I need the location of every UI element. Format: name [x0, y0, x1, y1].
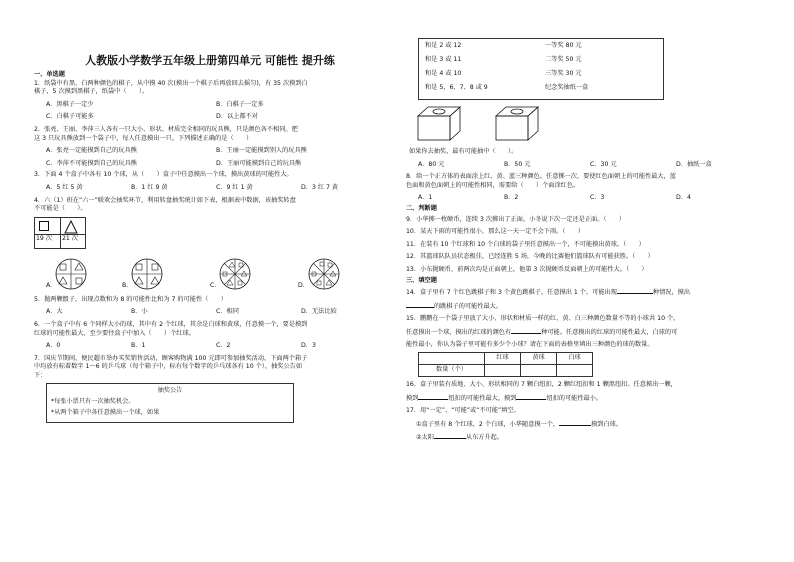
spinner-c-icon: [218, 257, 252, 291]
q1-option-d: D．以上都不对: [216, 113, 258, 121]
table-row-label: 数量（个）: [419, 365, 485, 377]
q4-count-square: 19 次: [35, 235, 61, 248]
q3-option-b: B．1 红 9 黄: [131, 183, 168, 191]
q17-b-end: 从东方升起。: [465, 434, 504, 442]
q4-option-d: D.: [298, 282, 305, 290]
q1-cont: 棋子，5 次摸到黑棋子，纸袋中（ ）。: [34, 88, 149, 96]
q2-option-c: C．李萍不可能摸到自己的玩具熊: [46, 159, 137, 167]
q8-option-d: D．4: [676, 194, 691, 202]
table-header-empty: [419, 353, 485, 365]
section-fill: 三、填空题: [406, 276, 437, 284]
q2-cont: 这 3 只玩具熊放到一个袋子中，每人任意摸出一只。下列描述正确的是（ ）: [34, 134, 253, 142]
q3-option-c: C．9 红 1 黄: [216, 183, 253, 191]
q14-end: 的跳棋子的可能性最大。: [434, 302, 503, 310]
q5-option-d: D．无法比较: [301, 308, 337, 316]
q4-count-triangle: 21 次: [62, 234, 79, 242]
q16-blank-1[interactable]: [418, 393, 448, 400]
square-icon: [39, 221, 49, 231]
lottery-notice: [46, 383, 294, 423]
lottery-box-icon: [416, 104, 462, 142]
section-choice: 一、单选题: [34, 71, 65, 78]
q4-cont: 不可能是（ ）。: [34, 205, 87, 213]
prize-row: [425, 84, 657, 98]
prize-award: 一等奖 80 元: [545, 42, 582, 49]
q5-options: [34, 308, 386, 317]
q15-cont-3: 能性最小，你认为袋子里可能有多少个小球？请在下面的表格里填出三种颜色的球的数量。: [406, 340, 654, 348]
q1-options: [34, 101, 386, 110]
q6-option-a: A．0: [46, 342, 61, 350]
q7-option-c: C．30 元: [590, 160, 617, 168]
prize-award: 二等奖 50 元: [545, 56, 582, 63]
q1-options-2: [34, 113, 386, 122]
q5-option-b: B．小: [131, 308, 148, 316]
q16: 16．盒子里装有质地、大小、形状相同的 7 颗白纽扣，2 颗红纽扣和 1 颗黑纽扣。任意摸出一颗，: [406, 381, 677, 389]
q4-option-c: C.: [210, 282, 217, 290]
q8-option-a: A．1: [418, 194, 433, 202]
q16-end: 纽扣的可能性最小。: [546, 394, 603, 402]
q7-cont-2: 下：: [34, 371, 47, 379]
lottery-box-icon: [494, 104, 540, 142]
q16-line-2: [406, 393, 762, 404]
table-header-yellow: 黄球: [521, 353, 557, 365]
q13: 13．小东抛硬币，前两次均是正面朝上，他第 3 次抛硬币反面朝上的可能性大。（ ）: [406, 265, 648, 273]
q15-line-2: [406, 327, 762, 338]
q7-option-b: B．50 元: [504, 160, 531, 168]
q17-b: ②太阳: [416, 434, 434, 442]
q3-option-a: A．5 红 5 黄: [46, 183, 83, 191]
table-header-white: 白球: [557, 353, 593, 365]
q8-options: [406, 194, 762, 203]
q3-options: [34, 184, 386, 193]
q15-cont: 任意摸出一个球，摸出的红球的颜色有: [406, 328, 512, 336]
prize-table-box: [418, 38, 664, 100]
table-cell-yellow[interactable]: [521, 365, 557, 377]
q17-a: ①盒子里有 8 个红球，2 个白球，小华随意摸一个，: [416, 420, 560, 428]
q16-cont: 摸到: [406, 394, 419, 402]
q4-option-a: A.: [46, 282, 53, 290]
lottery-notice-rule-1: *每张小票只有一次抽奖机会。: [51, 398, 135, 406]
q14-line-2: [406, 301, 762, 312]
q5-option-a: A．大: [46, 308, 63, 316]
prize-award: 纪念奖抽纸一盒: [545, 84, 589, 91]
prize-condition: 和是 3 或 11: [425, 56, 462, 63]
triangle-icon: [64, 220, 78, 234]
prize-condition: 和是 2 或 12: [425, 42, 462, 49]
spinner-d-icon: [307, 257, 341, 291]
q2-option-d: D．王丽可能摸到自己的玩具熊: [216, 159, 302, 167]
q6-option-d: D．3: [301, 342, 316, 350]
table-cell-red[interactable]: [485, 365, 521, 377]
q6-options: [34, 342, 386, 351]
q5-option-c: C．相同: [216, 308, 239, 316]
q6-option-b: B．1: [131, 342, 146, 350]
q7-question: 如果你去抽奖，最有可能抽中（ ）。: [409, 148, 518, 155]
q14-mid: 种情况，摸出: [652, 289, 691, 297]
q7-options: [406, 161, 762, 170]
q15-cont-2: 种可能。任意摸出的红球的可能性最大，白球的可: [541, 328, 678, 336]
prize-row: [425, 56, 657, 70]
spinner-a-icon: [54, 257, 88, 291]
q6: 6．一个盒子中有 6 个同样大小的球，其中有 2 个红球，其余是白球和黄球，任意摸一个，要是摸到: [34, 320, 308, 328]
prize-award: 三等奖 30 元: [545, 70, 582, 77]
q4-option-b: B.: [122, 282, 129, 290]
q1-option-a: A．黑棋子一定少: [46, 100, 94, 108]
q17-a-blank[interactable]: [559, 419, 591, 426]
q3-option-d: D．3 红 7 黄: [301, 183, 339, 191]
q8-option-c: C．3: [590, 194, 605, 202]
q17: 17．用“一定”、“可能”或“不可能”填空。: [406, 407, 520, 415]
q4-spinner-options: [34, 255, 386, 291]
q2-option-a: A．张亮一定能摸到自己的玩具熊: [46, 147, 137, 155]
q4: 4．六（1）班在“六一”联欢会抽奖环节，利用转盘抽奖统计如下表，根据表中数据，该抽奖转盘: [34, 196, 296, 204]
prize-condition: 和是 5、6、7、8 或 9: [425, 84, 488, 91]
page-title: 人教版小学数学五年级上册第四单元 可能性 提升练: [85, 54, 335, 67]
q2-option-b: B．王丽一定能摸到别人的玩具熊: [216, 147, 307, 155]
q2-options: [34, 147, 386, 156]
q14-blank-1[interactable]: [617, 287, 653, 294]
q16-mid: 纽扣的可能性最大，摸到: [448, 394, 517, 402]
q12: 12．其篮球队队员状态极佳，已经连胜 5 场，今晚的比赛他们篮球队有可能获胜。（ ）: [406, 253, 654, 261]
q14-blank-2[interactable]: [406, 301, 434, 308]
q5: 5．抛两颗骰子，出现点数和为 8 的可能性比和为 7 的可能性（ ）: [34, 295, 227, 303]
q2: 2．张亮、王丽、李萍三人各有一只大小、形状、材质完全相同的玩具熊，只是颜色各不相同。把: [34, 125, 298, 133]
q6-cont: 红球的可能性最大，至少要往盒子中加入（ ）个红球。: [34, 329, 195, 337]
q16-blank-2[interactable]: [516, 393, 546, 400]
spinner-b-icon: [130, 257, 164, 291]
q4-stat-table: [34, 217, 386, 249]
lottery-notice-rule-2: *从两个箱子中各任意摸出一个球，如果: [51, 408, 160, 416]
ball-count-table: [418, 352, 593, 377]
q7-option-d: D．抽纸一盒: [676, 160, 712, 168]
q8-cont: 色面和黄色面朝上的可能性相同，需要给（ ）个面涂红色。: [406, 181, 580, 189]
q14-line: [406, 287, 762, 298]
q14: 14．盒子里有 7 个红色跳棋子和 3 个黄色跳棋子，任意摸出 1 个，可能出现: [406, 289, 617, 297]
prize-row: [425, 42, 657, 56]
q7-option-a: A．80 元: [418, 160, 445, 168]
table-header-red: 红球: [485, 353, 521, 365]
q8: 8．给一个正方体的表面涂上红、黄、蓝三种颜色。任意掷一次，要使红色面朝上的可能性最大，蓝: [406, 173, 676, 181]
q17-b-blank[interactable]: [434, 432, 466, 439]
q17-a-end: 摸到白球。: [591, 420, 623, 428]
q9: 9．小华掷一枚硬币，连续 3 次掷出了正面，小冬说下次一定还是正面。（ ）: [406, 215, 626, 223]
prize-condition: 和是 4 或 10: [425, 70, 462, 77]
q15: 15．鹏鹏在一个袋子里放了大小、形状和材质一样的红、黄、白三种颜色数量不等的小球共 10 个。: [406, 315, 680, 323]
section-judge: 二、判断题: [406, 204, 437, 212]
q1-option-c: C．白棋子可能多: [46, 113, 94, 121]
q1-option-b: B．白棋子一定多: [216, 100, 264, 108]
q17-b-line: [406, 432, 762, 443]
q11: 11．在装有 10 个红球和 10 个白球的袋子里任意摸出一个，不可能摸出黄球。（ ）: [406, 240, 645, 248]
q8-option-b: B．2: [504, 194, 519, 202]
q17-a-line: [406, 419, 762, 430]
lottery-notice-title: 抽奖公告: [157, 387, 183, 395]
prize-row: [425, 70, 657, 84]
q10: 10．某天下雨的可能性很小，那么这一天一定不会下雨。（ ）: [406, 228, 585, 236]
q2-options-2: [34, 160, 386, 169]
q1: 1．纸袋中有黑、白两种颜色的棋子，从中摸 40 次(摸出一个棋子后再放回去摇匀)，有 35 次摸到白: [34, 79, 308, 87]
q6-option-c: C．2: [216, 342, 231, 350]
table-cell-white[interactable]: [557, 365, 593, 377]
q7: 7．国庆节期间，便民超市举办买奖销售活动，顾客购物满 100 元即可参加抽奖活动，下面两个箱子: [34, 354, 308, 362]
q7-cont: 中均放有标着数字 1～6 的乒乓球（每个箱子中，标有每个数字的乒乓球各有 10 个），抽奖公告如: [34, 363, 303, 371]
q15-blank[interactable]: [511, 327, 541, 334]
q3: 3．下面 4 个盒子中各有 10 个球，从（ ）盒子中任意摸出一个球，摸出黄球的可能性大。: [34, 171, 293, 179]
